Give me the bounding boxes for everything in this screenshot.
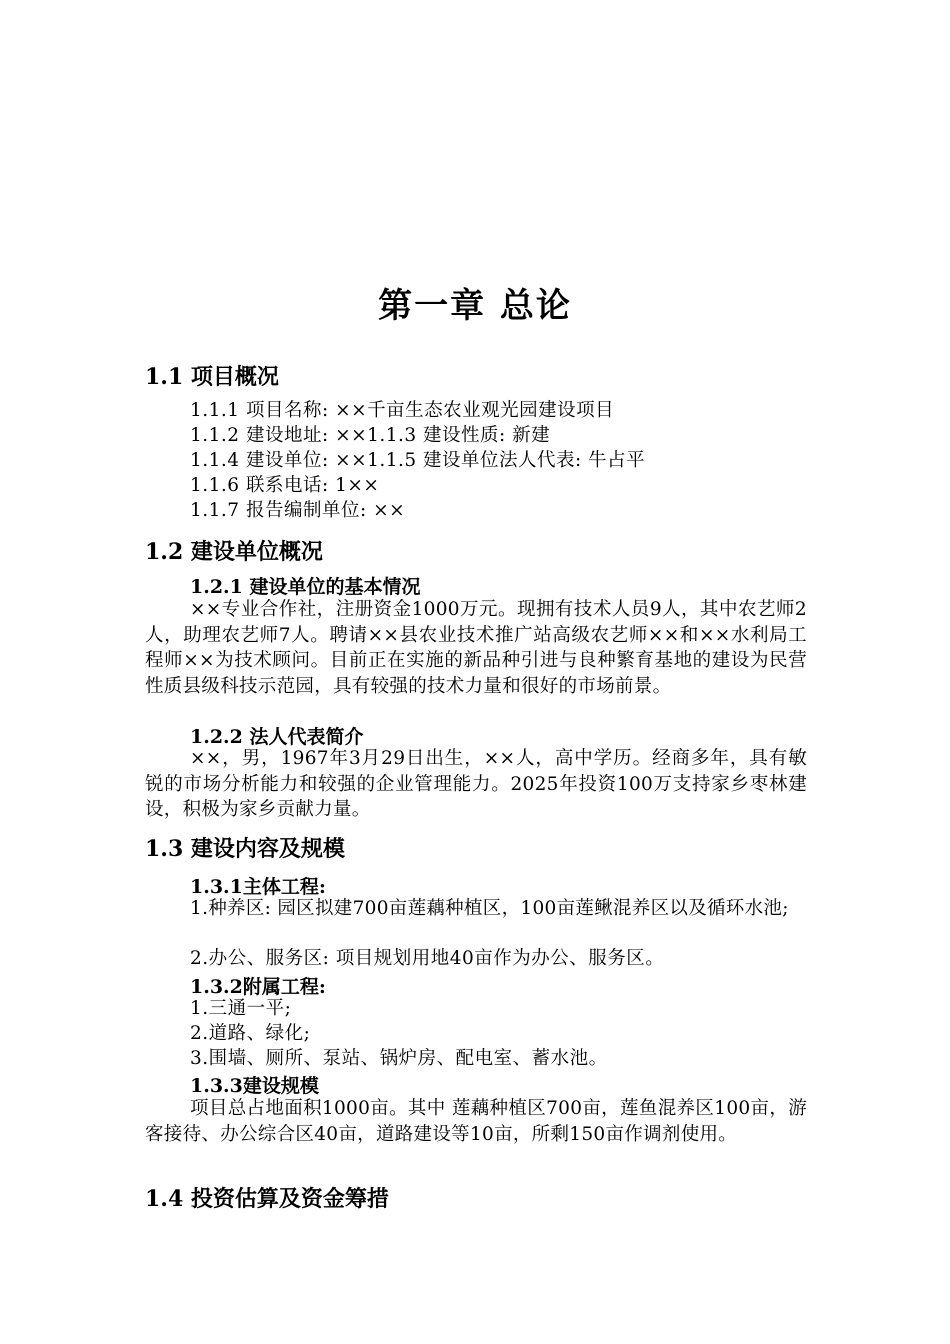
list-item: 2.办公、服务区: 项目规划用地40亩作为办公、服务区。 [190,948,665,969]
section-heading-1-2: 1.2 建设单位概况 [145,539,323,565]
paragraph-legal-rep: ××，男，1967年3月29日出生，××人，高中学历。经商多年，具有敏锐的市场分析能力和较强的企业管理能力。2025年投资100万支持家乡枣林建设，积极为家乡贡献力量。 [145,748,807,820]
list-item: 1.1.2 建设地址: ××1.1.3 建设性质: 新建 [190,425,551,446]
section-heading-1-3: 1.3 建设内容及规模 [145,836,345,862]
list-item: 1.1.7 报告编制单位: ×× [190,500,406,521]
list-item: 1.1.1 项目名称: ××千亩生态农业观光园建设项目 [190,400,615,421]
paragraph-main-works-1: 1.种养区: 园区拟建700亩莲藕种植区，100亩莲鳅混养区以及循环水池; [190,898,789,919]
list-item: 1.1.6 联系电话: 1×× [190,475,380,496]
paragraph-company-info: ××专业合作社，注册资金1000万元。现拥有技术人员9人，其中农艺师2人，助理农艺师7人。聘请××县农业技术推广站高级农艺师××和××水利局工程师××为技术顾问。目前正在实施的新品种引进与良种繁育基地的建设为民营性质县级科技示范园，具有较强的技术力量和很好的市场前景。 [145,599,807,697]
list-item: 1.1.4 建设单位: ××1.1.5 建设单位法人代表: 牛占平 [190,450,646,471]
list-item: 1.三通一平; [190,998,292,1019]
list-item: 2.道路、绿化; [190,1023,311,1044]
section-heading-1-4: 1.4 投资估算及资金筹措 [145,1186,389,1212]
subsection-heading-1-3-1: 1.3.1主体工程: [190,876,326,898]
chapter-title: 第一章 总论 [378,286,572,326]
list-item: 3.围墙、厕所、泵站、锅炉房、配电室、蓄水池。 [190,1048,608,1069]
subsection-heading-1-2-1: 1.2.1 建设单位的基本情况 [190,576,421,598]
section-heading-1-1: 1.1 项目概况 [145,364,279,390]
paragraph-scale: 项目总占地面积1000亩。其中 莲藕种植区700亩，莲鱼混养区100亩，游客接待、办公综合区40亩，道路建设等10亩，所剩150亩作调剂使用。 [145,1098,807,1145]
subsection-heading-1-2-2: 1.2.2 法人代表简介 [190,726,364,748]
subsection-heading-1-3-3: 1.3.3建设规模 [190,1075,319,1097]
subsection-heading-1-3-2: 1.3.2附属工程: [190,976,326,998]
